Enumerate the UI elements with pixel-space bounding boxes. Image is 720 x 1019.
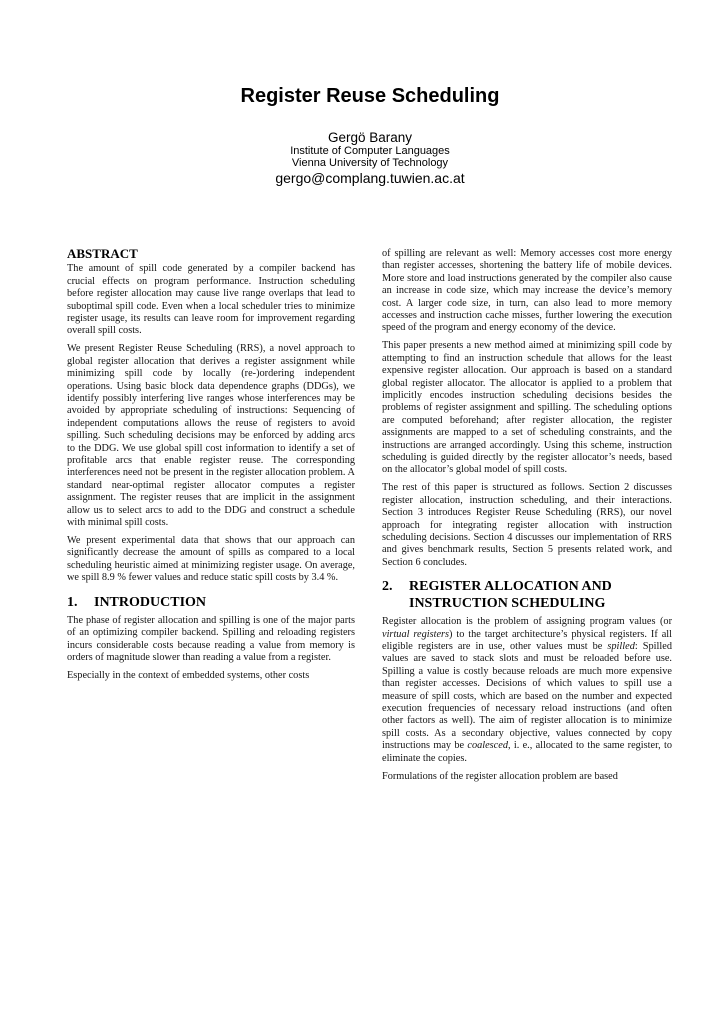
right-column — [382, 248, 672, 788]
author-name: Gergö Barany — [327, 130, 413, 145]
left-column — [67, 248, 355, 688]
author-affiliation-university: Vienna University of Technology — [291, 157, 449, 170]
section-number: 1. — [67, 594, 78, 610]
paper-header — [62, 0, 678, 186]
paragraph: We present experimental data that shows that our approach can significantly decrease the amount of spills as compared to a local scheduling heuristic aimed at minimizing register usage. On average, we spill 8.9 % fewer values and reduce static spill costs by 3.4 %. — [67, 534, 355, 584]
italic-term: virtual registers — [382, 628, 450, 640]
abstract-heading: ABSTRACT — [67, 246, 138, 261]
section-heading — [382, 579, 672, 612]
author-email: gergo@complang.tuwien.ac.at — [275, 169, 465, 186]
paragraph: Register allocation is the problem of assigning program values (or virtual registers) to the target architecture’s physical registers. If all eligible registers are in use, other values must be spilled: Spilled values are saved to stack slots and must be reloaded before use. Spilling a value is costly because reloads are much more expensive than register accesses. Decisions of which values to spill use a measure of spill costs, which are based on the number and expected execution frequencies of necessary reload instructions (and often other factors as well). The aim of register allocation is to minimize spill costs. As a secondary objective, values connected by copy instructions may be coalesced, i. e., allocated to the same register, to eliminate the copies. — [382, 616, 672, 764]
paragraph: The phase of register allocation and spilling is one of the major parts of an optimizing compiler backend. Spilling and reloading registers incurs considerable costs because reading a value from memory is orders of magnitude slower than reading a value from a register. — [67, 615, 355, 664]
paragraph: This paper presents a new method aimed at minimizing spill code by attempting to find an instruction schedule that allows for the least expensive register allocation. Our approach is based on a standard global register allocator. The allocator is applied to a problem that implicitly encodes instruction scheduling decisions besides the problems of register assignment and spilling. The scheduling options are computed beforehand; after register allocation, the register assignments are mapped to a set of scheduling constraints, and the instructions are arranged accordingly. Using this scheme, instruction scheduling is guided directly by the register allocator’s needs, based on the allocator’s global model of spill costs. — [382, 340, 672, 476]
author-affiliation-institute: Institute of Computer Languages — [290, 145, 450, 157]
italic-term: coalesced — [467, 740, 508, 752]
paper-title: Register Reuse Scheduling — [240, 85, 500, 107]
italic-term: spilled — [607, 640, 635, 652]
section-title: REGISTER ALLOCATION AND INSTRUCTION SCHEDULING — [409, 579, 612, 611]
section-title: INTRODUCTION — [94, 594, 207, 610]
paragraph: The rest of this paper is structured as follows. Section 2 discusses register allocation, instruction scheduling, and their interactions. Section 3 introduces Register Reuse Scheduling (RRS), our novel approach for integrating register allocation with instruction scheduling decisions. Section 4 discusses our implementation of RRS and gives benchmark results, Section 5 presents related work, and Section 6 concludes. — [382, 482, 672, 568]
section-heading — [67, 595, 355, 612]
paragraph: Formulations of the register allocation problem are based — [382, 770, 618, 782]
paragraph: Especially in the context of embedded systems, other costs — [67, 670, 310, 682]
paragraph: of spilling are relevant as well: Memory accesses cost more energy than register accesses, shortening the battery life of mobile devices. More store and load instructions generated by the compiler also cause an increase in code size, which may increase the device’s memory cost. A larger code size, in turn, can also lead to more memory accesses and instruction cache misses, further lowering the execution speed of the program and energy economy of the device. — [382, 248, 672, 334]
paragraph: We present Register Reuse Scheduling (RRS), a novel approach to global register allocation that derives a register assignment while minimizing spill code by locally (re-)ordering independent operations. Using basic block data dependence graphs (DDGs), we identify possibly interfering live ranges whose interferences may be avoided by appropriate scheduling of instructions: Sequencing of independent computations allows the reuse of registers to avoid spilling. Such scheduling decisions may be enforced by adding arcs to the DDG. We use global spill cost information to identify a set of profitable arcs that enable register reuse. The corresponding interferences need not be present in the register allocation problem. A standard near-optimal register allocator computes a register assignment. The register reuses that are implicit in the assignment allow us to select arcs to add to the DDG and construct a schedule with minimal spill costs. — [67, 343, 355, 529]
section-number: 2. — [382, 579, 393, 595]
paragraph: The amount of spill code generated by a compiler backend has crucial effects on program performance. Instruction scheduling before register allocation may cause live range overlaps that lead to suboptimal spill code. Even when a local scheduler tries to minimize register usage, its results can leave room for improvement regarding overall spill costs. — [67, 263, 355, 337]
